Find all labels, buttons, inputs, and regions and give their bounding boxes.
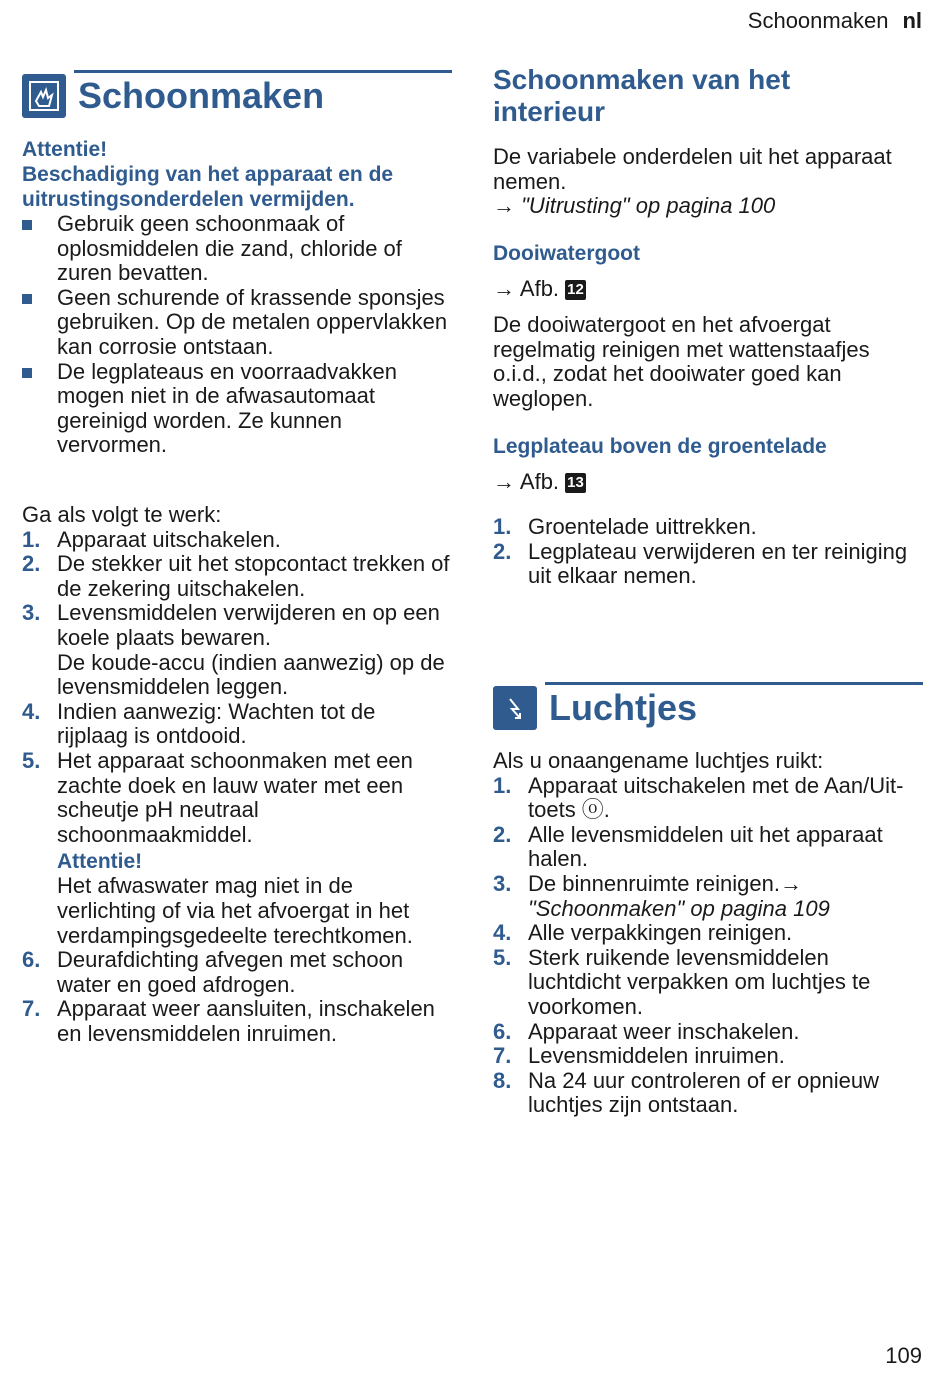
list-item: 4. Alle verpakkingen reinigen. (493, 920, 793, 946)
arrow-icon: → (493, 276, 515, 301)
list-item: 8. Na 24 uur controleren of er opnieuw luchtjes zijn ontstaan. (493, 1067, 879, 1118)
list-item: 7. Levensmiddelen inruimen. (493, 1043, 785, 1069)
steps-list (493, 774, 923, 1118)
header-lang: nl (902, 8, 922, 33)
cleaning-hand-icon (22, 74, 66, 118)
list-item: 1. Apparaat uitschakelen. (22, 526, 281, 552)
odour-intro: Als u onaangename luchtjes ruikt: (493, 748, 824, 773)
list-item: De legplateaus en voorraadvakken mogen niet in de afwasautomaat gereinigd worden. Ze kunnen vervormen. (22, 360, 452, 458)
odour-icon (493, 686, 537, 730)
drain-title: Dooiwatergoot (493, 242, 640, 265)
attention-box (22, 137, 452, 458)
attention-text: Beschadiging van het apparaat en de uitrustingsonderdelen vermijden. (22, 163, 394, 211)
figure-number: 13 (567, 474, 584, 491)
list-item: 2. Alle levensmiddelen uit het apparaat halen. (493, 821, 883, 872)
list-item: 2. De stekker uit het stopcontact trekken of de zekering uitschakelen. (22, 551, 450, 601)
shelf-title: Legplateau boven de groentelade (493, 435, 827, 458)
list-item: 5. Sterk ruikende levensmiddelen luchtdicht verpakken om luchtjes te voorkomen. (493, 944, 871, 1019)
list-item: Geen schurende of krassende sponsjes gebruiken. Op de metalen oppervlakken kan corrosie ontstaan. (22, 286, 452, 360)
section-title-schoonmaken (22, 70, 452, 118)
list-item: Gebruik geen schoonmaak of oplosmiddelen die zand, chloride of zuren bevatten. (22, 212, 452, 286)
shelf-figure-ref[interactable]: → Afb. 13 (493, 469, 584, 494)
odour-steps (493, 749, 923, 1118)
list-item: 1. Apparaat uitschakelen met de Aan/Uit-toets ⓞ. (493, 772, 904, 823)
steps-list (493, 515, 923, 589)
list-item: 4. Indien aanwezig: Wachten tot de rijplaag is ontdooid. (22, 698, 376, 749)
interior-text-block (493, 145, 923, 219)
list-item: 7. Apparaat weer aansluiten, inschakelen en levensmiddelen inruimen. (22, 996, 435, 1046)
steps-intro: Ga als volgt te werk: (22, 502, 222, 527)
figure-number: 12 (567, 281, 584, 298)
arrow-icon: → (779, 870, 802, 896)
list-item: 2. Legplateau verwijderen en ter reiniging uit elkaar nemen. (493, 538, 908, 589)
page-title: Schoonmaken (78, 75, 325, 116)
running-header (748, 8, 922, 34)
list-item: 5. Het apparaat schoonmaken met een zachte doek en lauw water met een scheutje pH neutraal schoonmaakmiddel. Attentie! Het afwaswater mag niet in de verlichting of via het afvoergat in het verdampingsgedeelte terechtkomen. (22, 749, 452, 948)
interior-text: De variabele onderdelen uit het apparaat nemen. (493, 144, 892, 194)
steps-list (22, 528, 452, 1047)
list-item: 6. Apparaat weer inschakelen. (493, 1018, 800, 1044)
interior-title: Schoonmaken van het interieur (493, 64, 791, 127)
list-item: 6. Deurafdichting afvegen met schoon water en goed afdrogen. (22, 947, 404, 997)
arrow-icon: → (493, 469, 515, 494)
title-rule (74, 70, 452, 73)
attention-label: Attentie! (22, 138, 108, 161)
cleaning-steps (22, 503, 452, 1046)
cross-reference[interactable]: "Schoonmaken" op pagina 109 (528, 895, 830, 921)
attention-label: Attentie! (57, 850, 143, 874)
shelf-steps (493, 515, 923, 589)
list-item: 3. De binnenruimte reinigen.→ "Schoonmaken" op pagina 109 (493, 870, 830, 921)
section-title-luchtjes (493, 682, 923, 730)
cross-reference[interactable]: → "Uitrusting" op pagina 100 (493, 193, 776, 219)
warning-list (22, 212, 452, 458)
title-rule (545, 682, 923, 685)
drain-text: De dooiwatergoot en het afvoergat regelmatig reinigen met wattenstaafjes o.i.d., zodat het dooiwater goed kan weglopen. (493, 312, 870, 411)
attention-text: Het afwaswater mag niet in de verlichting of via het afvoergat in het verdampingsgedeelte terechtkomen. (57, 873, 413, 948)
page-number: 109 (885, 1343, 922, 1368)
list-item: 3. Levensmiddelen verwijderen en op een koele plaats bewaren. De koude-accu (indien aanwezig) op de levensmiddelen leggen. (22, 600, 445, 700)
list-item: 1. Groentelade uittrekken. (493, 514, 757, 539)
drain-figure-ref[interactable]: → Afb. 12 (493, 276, 584, 301)
header-section: Schoonmaken (747, 8, 889, 33)
arrow-icon: → (493, 193, 515, 219)
section-heading: Luchtjes (549, 687, 698, 728)
